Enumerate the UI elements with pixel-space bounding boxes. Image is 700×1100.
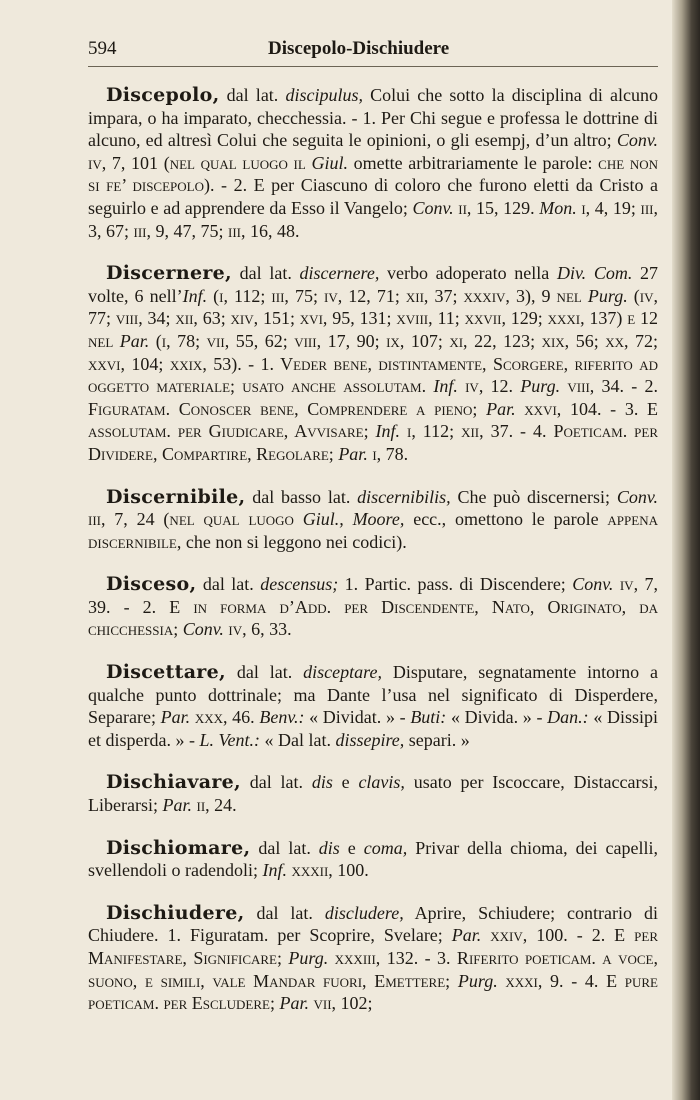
entry-discepolo bbox=[88, 84, 658, 242]
entry-text: separi. » bbox=[404, 729, 470, 750]
entry-italic: Div. Com. bbox=[556, 263, 633, 284]
headword: Discepolo, bbox=[106, 84, 220, 106]
entry-italic: dis bbox=[311, 772, 333, 793]
entry-italic: Purg. bbox=[288, 948, 329, 968]
headword: Dischiomare, bbox=[106, 836, 251, 859]
entry-discettare bbox=[88, 661, 658, 751]
entry-italic: Par. bbox=[119, 330, 150, 351]
entry-text: xxxiii, 132. - 3. Riferito poeticam. a voce, suono, e simili, vale Mandar fuori, Emettere; bbox=[88, 948, 658, 991]
entry-italic: disceptare, bbox=[303, 662, 382, 683]
headword: Discernibile, bbox=[106, 485, 246, 508]
entry-text: iv, 7, 39. - 2. E in forma d’Add. per Discendente, Nato, Originato, da chicchessia; bbox=[88, 574, 659, 640]
running-title: Discepolo-Dischiudere bbox=[268, 38, 450, 59]
page-number: 594 bbox=[88, 38, 117, 59]
entry-italic: Par. bbox=[338, 443, 368, 464]
entry-italic: Inf. bbox=[262, 860, 287, 881]
entry-italic: descensus; bbox=[260, 574, 339, 595]
header-divider bbox=[88, 66, 658, 67]
entry-text: dal lat. bbox=[225, 662, 304, 683]
entry-text: (i, 78; vii, 55, 62; viii, 17, 90; ix, 107; xi, 22, 123; xix, 56; xx, 72; xxvi, 104; xxix, 53). - 1. Veder bene, distintamente, Scorgere, riferito ad oggetto materiale; usato anche assolutam. bbox=[88, 330, 658, 397]
entry-text: ). - 2. E per Ciascuno di coloro che furono eletti da Cristo a seguirlo e ad apprendere da Esso il Vangelo; bbox=[88, 175, 658, 218]
entry-text: dal basso lat. bbox=[245, 486, 358, 507]
headword: Discettare, bbox=[106, 661, 226, 684]
entry-text: 27 volte, 6 nell’ bbox=[88, 263, 659, 306]
entry-italic: discipulus, bbox=[285, 85, 363, 105]
entry-text: e bbox=[339, 837, 364, 858]
entry-text: dal lat. bbox=[219, 85, 286, 105]
entry-italic: Mon. bbox=[539, 197, 577, 218]
entry-italic: dis bbox=[318, 837, 340, 858]
entry-text: (i, 112; iii, 75; iv, 12, 71; xii, 37; xxxiv, 3), 9 nel bbox=[207, 285, 588, 306]
entry-italic: Par. bbox=[279, 993, 309, 1014]
entry-italic: discludere, bbox=[324, 902, 404, 923]
entry-italic: discernere, bbox=[299, 263, 380, 284]
entry-text: xxxi, 9. - 4. E pure poeticam. per Escludere; bbox=[88, 970, 658, 1014]
entry-italic: Par. bbox=[162, 795, 192, 816]
page-header bbox=[88, 38, 658, 64]
entry-italic: L. Vent.: bbox=[199, 729, 260, 750]
entry-italic: Par. bbox=[486, 398, 516, 419]
entry-text: Che può discernersi; bbox=[450, 486, 617, 507]
entry-italic: Giul. bbox=[311, 152, 348, 173]
entry-discernere bbox=[88, 262, 658, 465]
entry-italic: discernibilis, bbox=[357, 486, 451, 507]
entry-italic: coma, bbox=[363, 837, 408, 858]
entry-italic: Purg. bbox=[587, 285, 628, 306]
entry-text: iv, 7, 101 (nel qual luogo il bbox=[88, 152, 312, 173]
entry-dischiavare bbox=[88, 771, 658, 816]
entry-italic: Conv. bbox=[182, 619, 224, 640]
entry-text: usato per Iscoccare, Distaccarsi, Liberarsi; bbox=[88, 772, 658, 816]
entry-text: dal lat. bbox=[196, 574, 261, 595]
entry-italic: Purg. bbox=[457, 970, 498, 991]
entry-text: (iv, 77; viii, 34; xii, 63; xiv, 151; xvi, 95, 131; xviii, 11; xxvii, 129; xxxi, 137) e 12 nel bbox=[88, 285, 658, 351]
entry-italic: Conv. bbox=[412, 197, 454, 218]
entry-text: xxvi, 104. - 3. E assolutam. per Giudicare, Avvisare; bbox=[88, 398, 659, 442]
entry-italic: Inf. bbox=[182, 285, 208, 306]
entry-text: i, 112; xii, 37. - 4. Poeticam. per Dividere, Compartire, Regolare; bbox=[88, 421, 658, 464]
entry-italic: Purg. bbox=[520, 376, 561, 397]
entry-italic: Inf. bbox=[433, 376, 458, 397]
entry-text: dal lat. bbox=[240, 772, 312, 793]
entry-text: ii, 15, 129. bbox=[453, 197, 540, 218]
entry-text: iv, 12. bbox=[457, 376, 521, 397]
entry-smallcaps: appena discernibile bbox=[88, 509, 658, 552]
entry-italic: Dan.: bbox=[547, 707, 589, 728]
entry-text: xxiv, 100. - 2. E per Manifestare, Significare; bbox=[88, 925, 658, 968]
entry-text: i, 78. bbox=[367, 443, 409, 464]
headword: Discernere, bbox=[106, 262, 232, 285]
page-edge-shadow bbox=[672, 0, 700, 1100]
entry-italic: Inf. bbox=[375, 421, 401, 442]
entry-text: « Dal lat. bbox=[259, 729, 336, 750]
entry-italic: Giul., Moore, bbox=[302, 509, 405, 530]
entry-text: « Divida. » - bbox=[446, 707, 548, 728]
entry-text: Disputare, segnatamente intorno a qualche punto dottrinale; ma Dante l’usa nel significato di Disperdere, Separare; bbox=[88, 662, 658, 728]
headword: Disceso, bbox=[106, 573, 197, 596]
entry-italic: Benv.: bbox=[259, 707, 305, 728]
dictionary-body bbox=[88, 84, 658, 1035]
entry-discernibile bbox=[88, 486, 658, 554]
entry-text: e bbox=[332, 772, 359, 793]
entry-italic: Par. bbox=[160, 707, 191, 728]
entry-text: ecc., omettono le parole bbox=[404, 509, 608, 530]
entry-italic: Par. bbox=[451, 925, 482, 946]
entry-text: Privar della chioma, dei capelli, svellendoli o radendoli; bbox=[88, 837, 658, 881]
entry-text: dal lat. bbox=[250, 837, 319, 858]
entry-italic: Conv. bbox=[616, 130, 658, 151]
entry-text: viii, 34. - 2. Figuratam. Conoscer bene, Comprendere a pieno; bbox=[88, 376, 658, 419]
entry-italic: clavis, bbox=[358, 772, 405, 793]
headword: Dischiudere, bbox=[106, 901, 245, 924]
entry-text: vii, 102; bbox=[308, 993, 373, 1014]
entry-text: Aprire, Schiudere; contrario di Chiudere. 1. Figuratam. per Scoprire, Svelare; bbox=[88, 902, 658, 946]
entry-disceso bbox=[88, 573, 658, 641]
entry-text: omette arbitrariamente le parole: bbox=[347, 152, 599, 173]
entry-italic: dissepire, bbox=[335, 729, 405, 750]
entry-text: dal lat. bbox=[244, 902, 325, 923]
entry-text: dal lat. bbox=[231, 263, 300, 284]
entry-text: , che non si leggono nei codici). bbox=[176, 531, 407, 552]
entry-text: xxxii, 100. bbox=[286, 860, 369, 881]
entry-text: ii, 24. bbox=[192, 795, 237, 816]
entry-text: i, 4, 19; iii, 3, 67; iii, 9, 47, 75; iii, 16, 48. bbox=[88, 197, 658, 241]
entry-text: xxx, 46. bbox=[190, 707, 260, 728]
entry-italic: Buti: bbox=[410, 707, 447, 728]
entry-text: Colui che sotto la disciplina di alcuno impara, o ha imparato, checchessia. - 1. Per Chi segue e professa le dottrine di alcuno, ed altresì Colui che seguita le opinioni, o gli esempj, d’un altro; bbox=[88, 85, 659, 151]
entry-text: « Dissipi et disperda. » - bbox=[88, 707, 659, 750]
entry-dischiomare bbox=[88, 837, 658, 882]
entry-italic: Conv. bbox=[572, 574, 614, 595]
headword: Dischiavare, bbox=[106, 771, 241, 794]
entry-italic: Conv. bbox=[616, 486, 659, 507]
entry-text: 1. Partic. pass. di Discendere; bbox=[338, 574, 573, 595]
entry-smallcaps: che non si fe’ discepolo bbox=[88, 152, 658, 196]
entry-text: iii, 7, 24 (nel qual luogo bbox=[88, 509, 303, 530]
entry-text: verbo adoperato nella bbox=[379, 263, 557, 284]
entry-text: « Dividat. » - bbox=[304, 707, 411, 728]
entry-dischiudere bbox=[88, 902, 658, 1015]
entry-text: iv, 6, 33. bbox=[223, 619, 292, 640]
